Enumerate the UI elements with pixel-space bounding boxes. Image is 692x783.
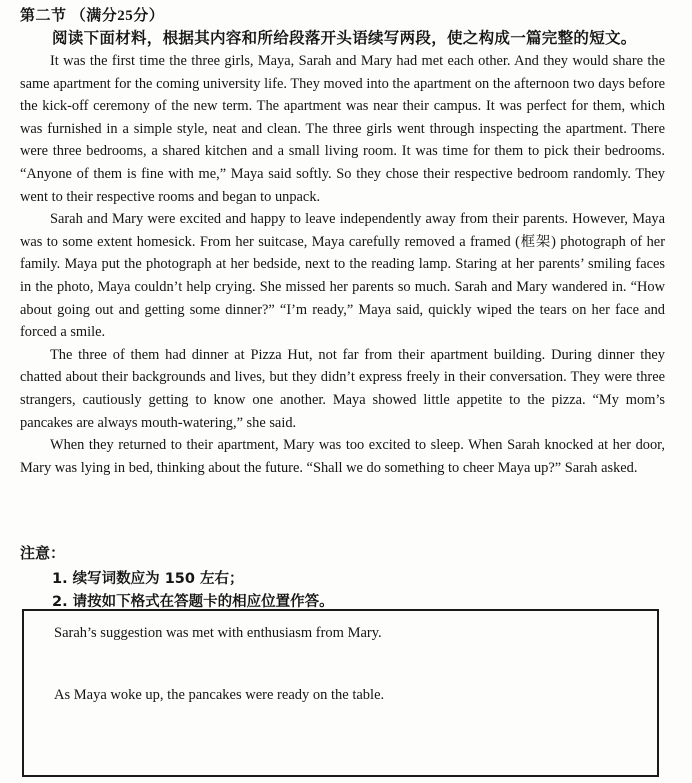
note-item-word-count: 1. 续写词数应为 150 左右； (52, 571, 244, 587)
passage-paragraph-1: It was the first time the three girls, Maya, Sarah and Mary had met each other. And they would share the same apartment for the coming university life. They moved into the apartment on the afternoon two days before the kick-off ceremony of the new term. The apartment was near their campus. It was perfect for them, which was furnished in a simple style, neat and clean. The three girls went through inspecting the apartment. There were three bedrooms, a shared kitchen and a small living room. It was time for them to pick their bedrooms. “Anyone of them is fine with me,” Maya said softly. So they chose their respective bedroom randomly. They went to their respective rooms and began to unpack. (20, 53, 665, 205)
section-title: 第二节 （满分25分） (20, 8, 165, 24)
instruction-text: 阅读下面材料，根据其内容和所给段落开头语续写两段，使之构成一篇完整的短文。 (52, 29, 637, 47)
notes-label: 注意： (20, 544, 66, 562)
passage-paragraph-2: Sarah and Mary were excited and happy to leave independently away from their parents. However, Maya was to some extent homesick. From her suitcase, Maya carefully removed a framed (框架) photograph of her family. Maya put the photograph at her bedside, next to the reading lamp. Staring at her parents’ smiling faces in the photo, Maya couldn’t help crying. She missed her parents so much. Sarah and Mary wandered in. “How about going out and getting some dinner?” “I’m ready,” Maya said, quickly wiped the tears on her face and forced a smile. (20, 211, 665, 341)
answer-opening-line-2: As Maya woke up, the pancakes were ready on the table. (54, 687, 385, 703)
note-item-answer-format: 2. 请按如下格式在答题卡的相应位置作答。 (52, 594, 334, 610)
passage-paragraph-3: The three of them had dinner at Pizza Hut, not far from their apartment building. During dinner they chatted about their backgrounds and lives, but they didn’t express freely in their conversation. They were three strangers, cautiously getting to know one another. Maya showed little appetite to the pizza. “My mom’s pancakes are always mouth-watering,” she said. (20, 346, 665, 431)
answer-opening-line-1: Sarah’s suggestion was met with enthusiasm from Mary. (54, 625, 382, 641)
passage (20, 50, 665, 479)
passage-paragraph-4: When they returned to their apartment, Mary was too excited to sleep. When Sarah knocked at her door, Mary was lying in bed, thinking about the future. “Shall we do something to cheer Maya up?” Sarah asked. (20, 437, 665, 476)
answer-box (22, 609, 659, 777)
